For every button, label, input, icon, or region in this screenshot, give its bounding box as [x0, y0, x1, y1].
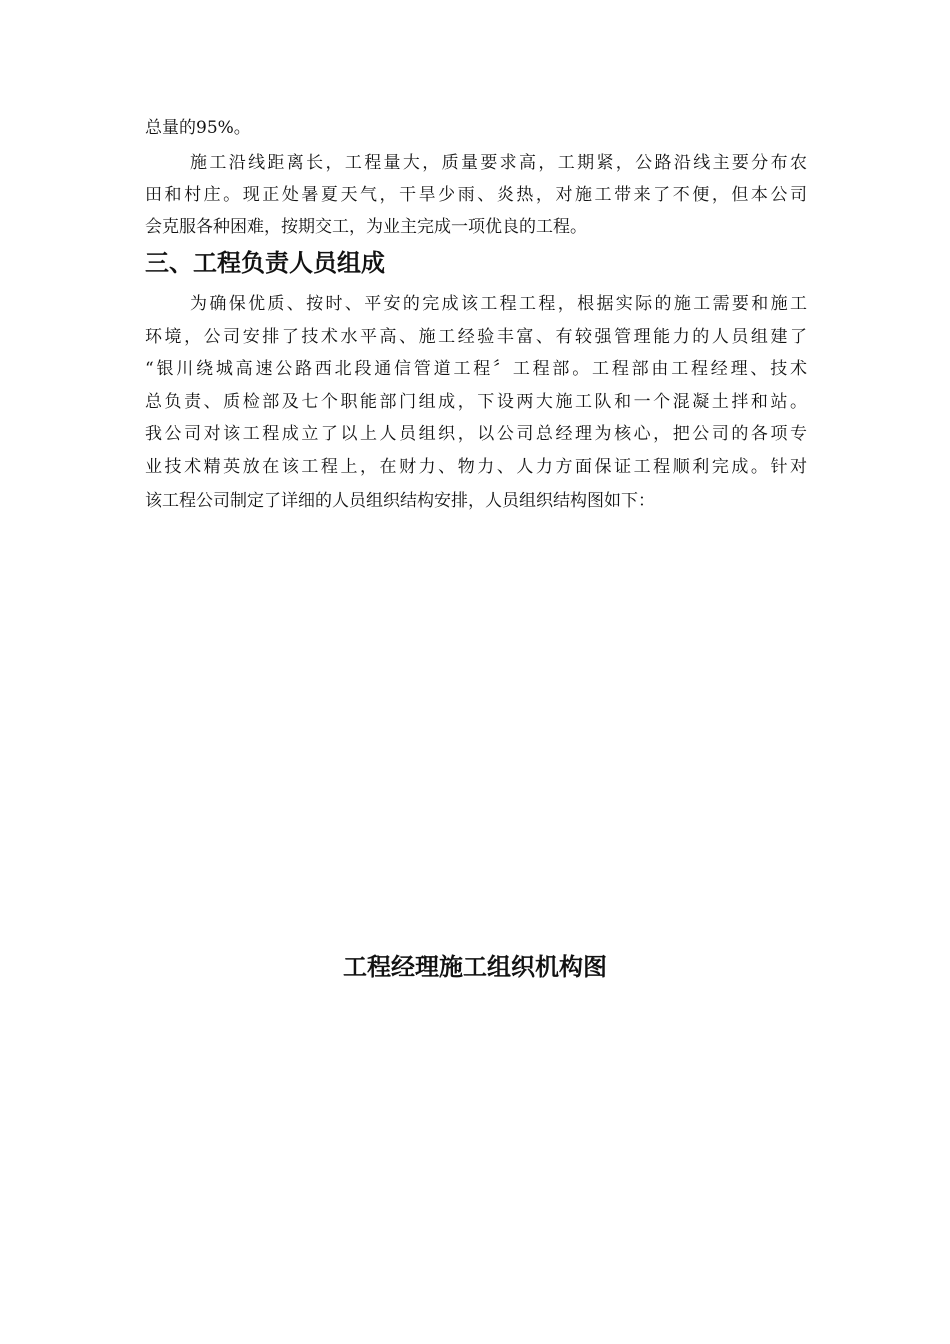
- paragraph-line: 该工程公司制定了详细的人员组织结构安排，人员组织结构图如下：: [145, 491, 655, 511]
- paragraph-line: 我公司对该工程成立了以上人员组织，以公司总经理为核心，把公司的各项专: [145, 424, 807, 444]
- paragraph-line: 总量的95%。: [145, 118, 251, 138]
- paragraph-line: 田和村庄。现正处暑夏天气，干旱少雨、炎热，对施工带来了不便，但本公司: [145, 185, 807, 205]
- org-chart-title: 工程经理施工组织机构图: [343, 953, 607, 981]
- paragraph-line: 为确保优质、按时、平安的完成该工程工程，根据实际的施工需要和施工: [190, 294, 807, 314]
- paragraph-line: 会克服各种困难，按期交工，为业主完成一项优良的工程。: [145, 217, 587, 237]
- paragraph-line: 施工沿线距离长，工程量大，质量要求高，工期紧，公路沿线主要分布农: [190, 153, 807, 173]
- section-heading: 三、工程负责人员组成: [145, 249, 385, 277]
- paragraph-line: “银川绕城高速公路西北段通信管道工程〞工程部。工程部由工程经理、技术: [145, 359, 807, 379]
- paragraph-line: 总负责、质检部及七个职能部门组成，下设两大施工队和一个混凝土拌和站。: [145, 392, 807, 412]
- paragraph-line: 环境，公司安排了技术水平高、施工经验丰富、有较强管理能力的人员组建了: [145, 327, 807, 347]
- paragraph-line: 业技术精英放在该工程上，在财力、物力、人力方面保证工程顺利完成。针对: [145, 457, 807, 477]
